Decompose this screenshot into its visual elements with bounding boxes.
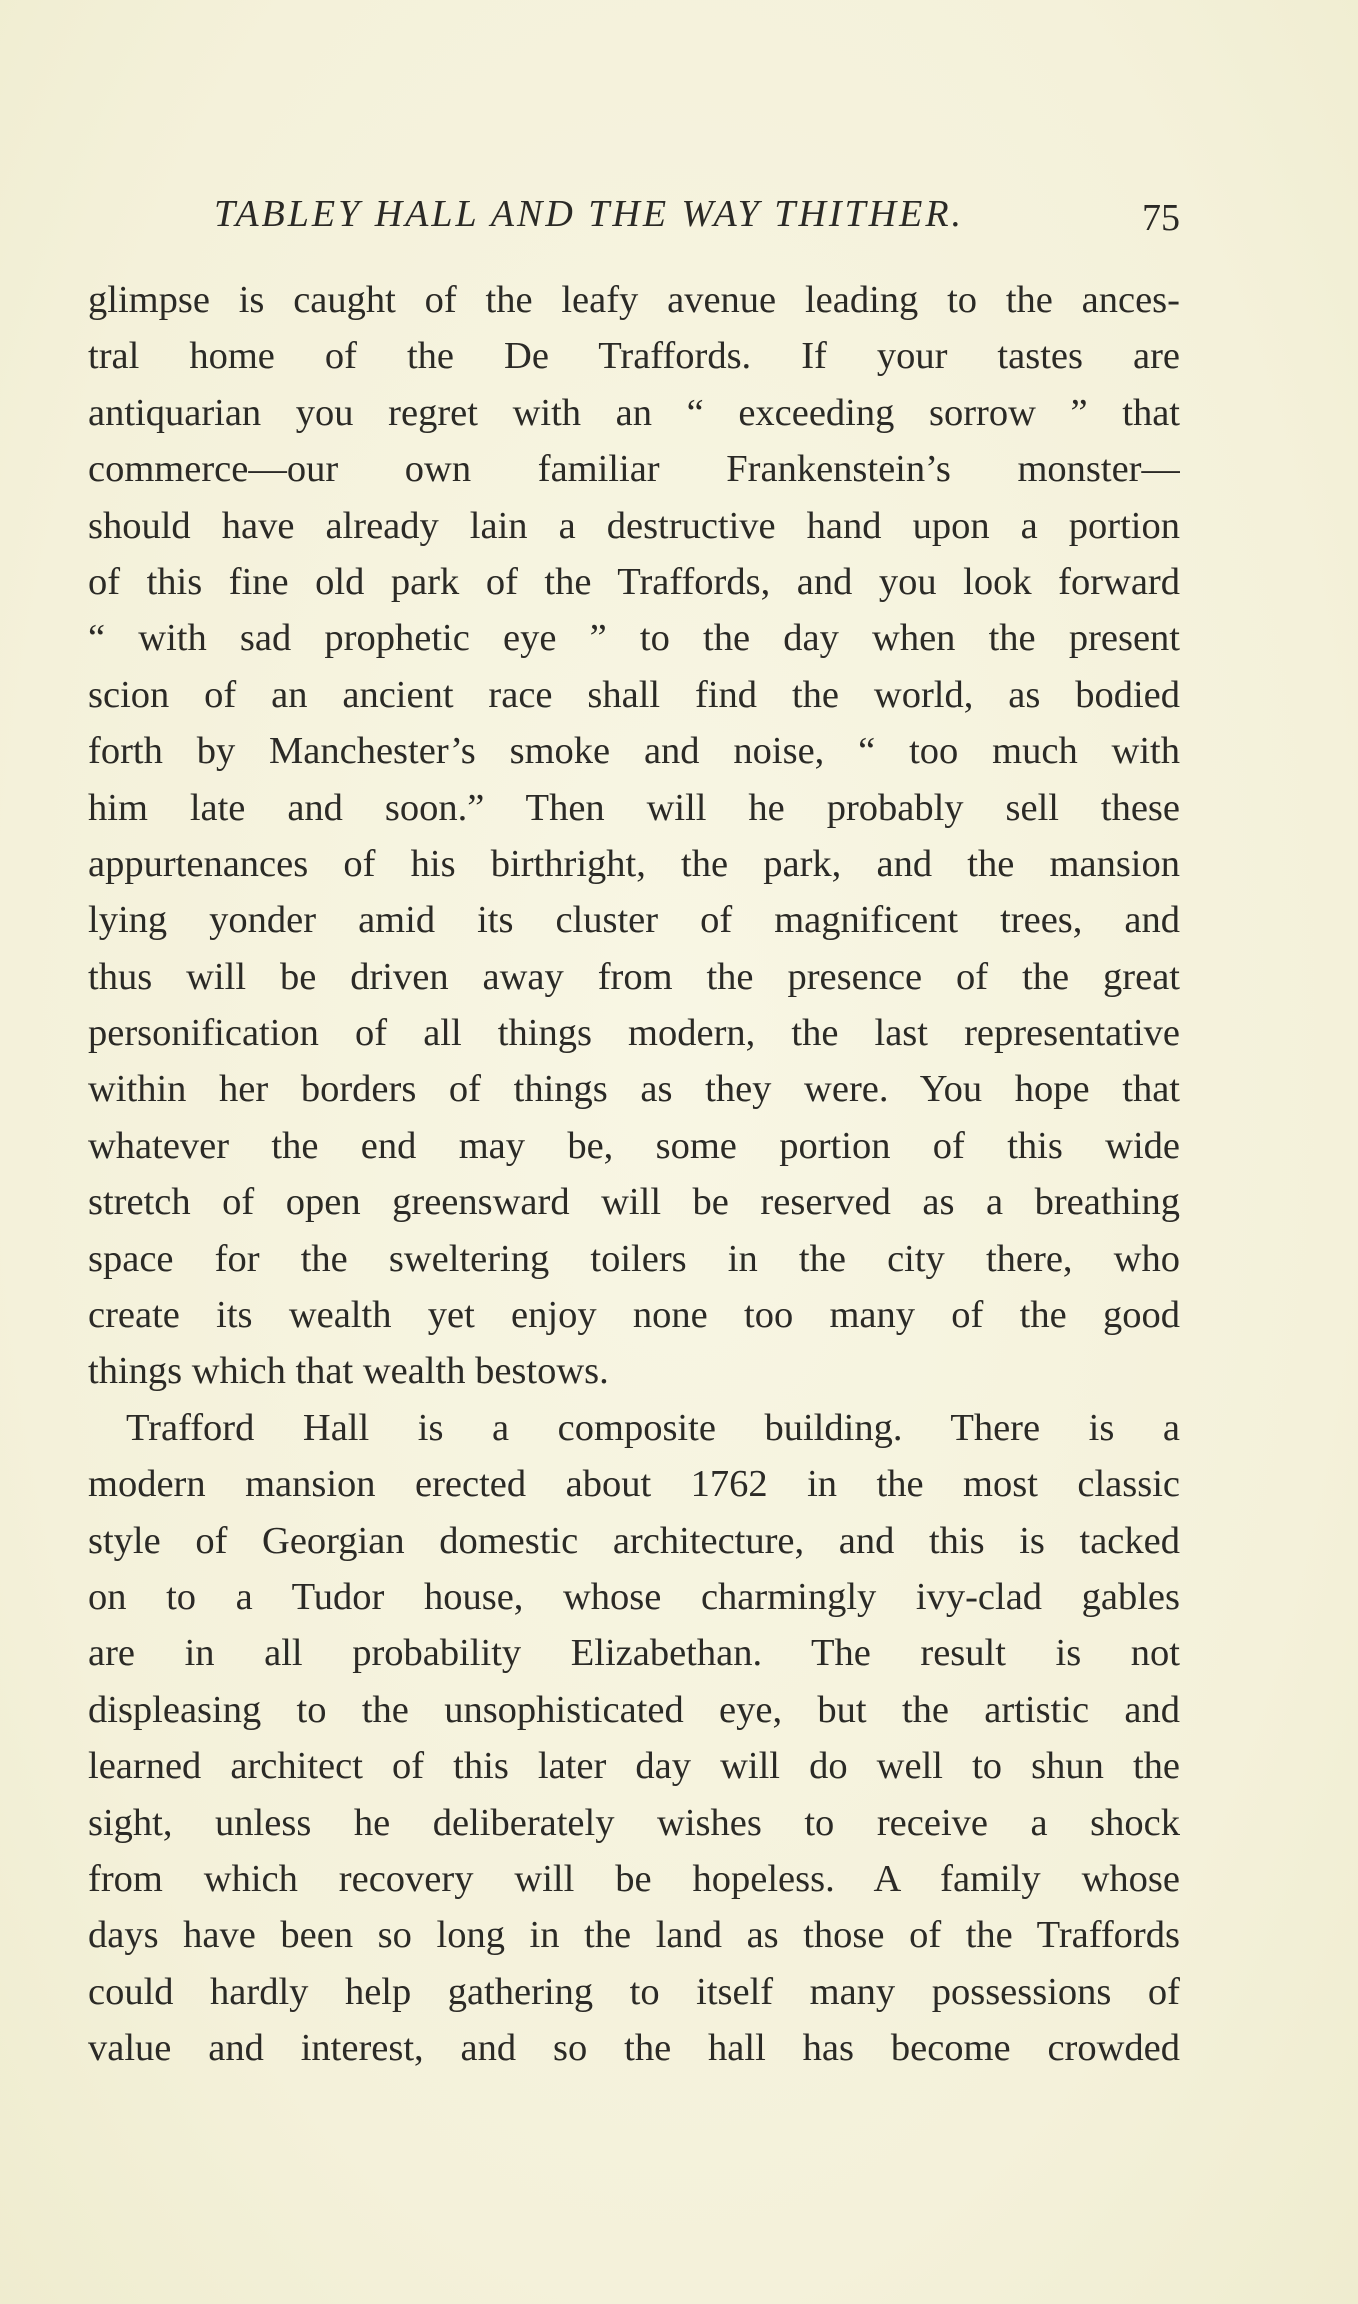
text-line: glimpse is caught of the leafy avenue leading to the ances- (88, 279, 1180, 321)
text-line: sight, unless he deliberately wishes to receive a shock (88, 1801, 1180, 1844)
page-header (88, 192, 1180, 246)
text-line: stretch of open greensward will be reserved as a breathing (88, 1181, 1180, 1224)
text-line: lying yonder amid its cluster of magnificent trees, and (88, 899, 1180, 942)
page-number: 75 (1142, 197, 1180, 239)
text-line: forth by Manchester’s smoke and noise, “ too much with (88, 730, 1180, 773)
text-line: whatever the end may be, some portion of this wide (88, 1124, 1180, 1167)
text-line: “ with sad prophetic eye ” to the day when the present (88, 617, 1180, 660)
text-line: style of Georgian domestic architecture, and this is tacked (88, 1519, 1180, 1562)
text-line: thus will be driven away from the presence of the great (88, 955, 1180, 998)
body-text (88, 272, 1180, 2077)
text-line: value and interest, and so the hall has become crowded (88, 2027, 1180, 2070)
text-line: from which recovery will be hopeless. A family whose (88, 1857, 1180, 1900)
text-line: tral home of the De Traffords. If your tastes are (88, 335, 1180, 378)
text-line: days have been so long in the land as those of the Traffords (88, 1914, 1180, 1957)
text-line: commerce—our own familiar Frankenstein’s monster— (88, 448, 1180, 491)
running-head: TABLEY HALL AND THE WAY THITHER. (214, 193, 965, 235)
text-line: on to a Tudor house, whose charmingly ivy-clad gables (88, 1575, 1180, 1618)
text-line: of this fine old park of the Traffords, and you look forward (88, 560, 1180, 603)
text-line: could hardly help gathering to itself many possessions of (88, 1970, 1180, 2013)
text-line: modern mansion erected about 1762 in the most classic (88, 1463, 1180, 1506)
text-line: scion of an ancient race shall find the world, as bodied (88, 673, 1180, 716)
paragraph-end-line: things which that wealth bestows. (88, 1350, 609, 1393)
text-line: are in all probability Elizabethan. The result is not (88, 1632, 1180, 1675)
text-line: space for the sweltering toilers in the city there, who (88, 1237, 1180, 1280)
text-line: create its wealth yet enjoy none too many of the good (88, 1294, 1180, 1337)
text-line: him late and soon.” Then will he probably sell these (88, 786, 1180, 829)
text-line: displeasing to the unsophisticated eye, but the artistic and (88, 1688, 1180, 1731)
paragraph-start-line: Trafford Hall is a composite building. There is a (126, 1406, 1180, 1449)
text-line: should have already lain a destructive hand upon a portion (88, 504, 1180, 547)
text-line: antiquarian you regret with an “ exceeding sorrow ” that (88, 391, 1180, 434)
text-line: within her borders of things as they were. You hope that (88, 1068, 1180, 1111)
text-line: learned architect of this later day will do well to shun the (88, 1745, 1180, 1788)
text-line: appurtenances of his birthright, the park, and the mansion (88, 842, 1180, 885)
text-line: personification of all things modern, the last representative (88, 1012, 1180, 1055)
